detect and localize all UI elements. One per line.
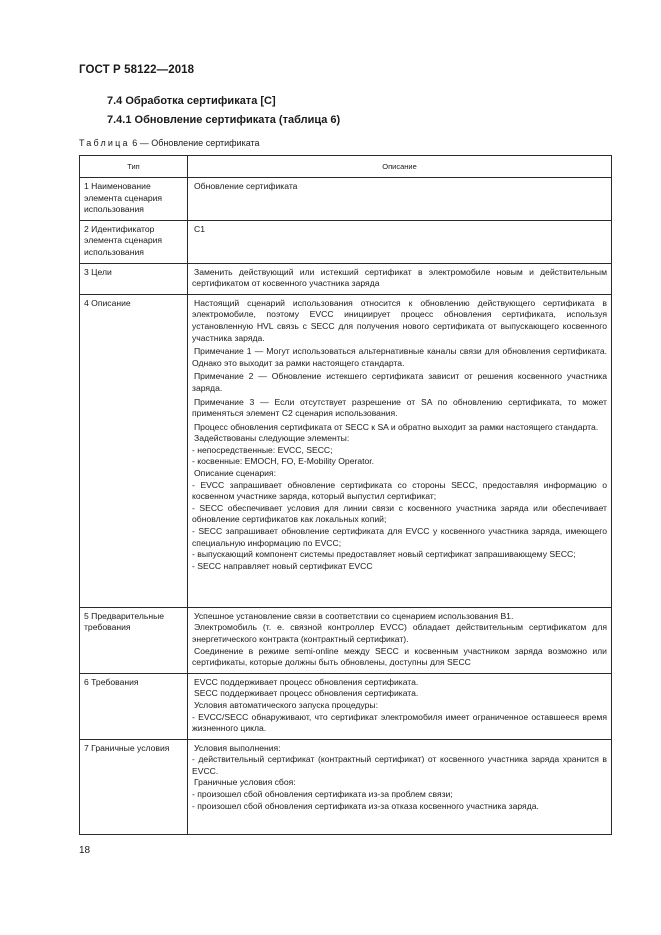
description-line: Обновление сертификата — [194, 181, 298, 191]
table-header-row — [80, 156, 612, 178]
header-description: Описание — [188, 156, 612, 178]
description-line: Примечание 3 — Если отсутствует разрешение от SA по обновлению сертификата, то может применяться элемент C2 сценария использования. — [192, 396, 607, 419]
row-type-cell: 7 Граничные условия — [80, 739, 188, 834]
description-line: Настоящий сценарий использования относится к обновлению действующего сертификата в электромобиле, поэтому EVCC инициирует процесс обновления сертификата, используя установленную HVL связь с SECC для получения нового сертификата от выпускающего косвенного участника заряда. — [192, 297, 607, 343]
description-line: Примечание 1 — Могут использоваться альтернативные каналы связи для обновления сертификата. Однако это выходит за рамки настоящего стандарта. — [192, 346, 607, 368]
description-line: Заменить действующий или истекший сертификат в электромобиле новым и действительным сертификатом от косвенного участника заряда — [192, 266, 607, 289]
description-line: Соединение в режиме semi-online между SECC и косвенным участником заряда возможно или сертификаты, которые должны быть обновлены, доступны для SECC — [192, 645, 607, 668]
row-description-cell — [188, 263, 612, 294]
description-line: Задействованы следующие элементы: — [194, 433, 350, 444]
table-caption — [79, 138, 260, 148]
document-header: ГОСТ Р 58122—2018 — [79, 64, 195, 76]
table-row — [80, 673, 612, 739]
header-type: Тип — [80, 156, 188, 178]
description-line: Условия автоматического запуска процедуры: — [194, 699, 378, 710]
description-line: Процесс обновления сертификата от SECC к SA и обратно выходит за рамки настоящего стандарта. — [194, 421, 599, 432]
description-line: Успешное установление связи в соответствии со сценарием использования B1. — [194, 610, 514, 621]
description-line: - SECC обеспечивает условия для линии связи с косвенного участника заряда или обеспечивает обновление сертификатов как локальных копий; — [192, 502, 607, 525]
description-line: - произошел сбой обновления сертификата из-за отказа косвенного участника заряда. — [192, 800, 539, 811]
row-type-cell: 1 Наименование элемента сценария использования — [80, 178, 188, 221]
row-type-cell: 3 Цели — [80, 263, 188, 294]
description-line: - EVCC/SECC обнаруживают, что сертификат электромобиля имеет ограниченное оставшееся время жизненного цикла. — [192, 711, 607, 734]
row-description-cell — [188, 294, 612, 607]
row-type-cell: 2 Идентификатор элемента сценария использования — [80, 220, 188, 263]
row-description-cell — [188, 220, 612, 263]
description-line: Описание сценария: — [194, 468, 276, 479]
description-line: Граничные условия сбоя: — [194, 777, 296, 788]
table-body — [80, 178, 612, 835]
row-type-cell: 5 Предварительные требования — [80, 607, 188, 673]
description-line: - SECC запрашивает обновление сертификата для EVCC у косвенного участника заряда, имеющего специальную информацию по EVCC; — [192, 526, 607, 548]
table-row — [80, 739, 612, 834]
description-line: EVCC поддерживает процесс обновления сертификата. — [194, 676, 419, 687]
description-line: - произошел сбой обновления сертификата из-за проблем связи; — [192, 789, 453, 800]
description-line: - EVCC запрашивает обновление сертификата со стороны SECC, предоставляя информацию о косвенном участнике заряда, который выпустил сертификат; — [192, 479, 607, 502]
subsection-title: 7.4.1 Обновление сертификата (таблица 6) — [107, 114, 341, 126]
description-line: - выпускающий компонент системы предоставляет новый сертификат запрашивающему SECC; — [192, 549, 576, 560]
section-title: 7.4 Обработка сертификата [С] — [107, 95, 276, 107]
description-line: C1 — [194, 223, 205, 234]
table-row — [80, 263, 612, 294]
description-line: Условия выполнения: — [194, 742, 281, 753]
table-row — [80, 607, 612, 673]
spec-table — [79, 155, 612, 835]
description-line: - непосредственные: EVCC, SECC; — [192, 444, 333, 455]
description-line: Электромобиль (т. е. связной контроллер EVCC) обладает действительным сертификатом для энергетического контракта (контрактный сертификат). — [192, 622, 607, 644]
table-row — [80, 294, 612, 607]
row-description-cell — [188, 607, 612, 673]
description-line: Примечание 2 — Обновление истекшего сертификата зависит от решения косвенного участника заряда. — [192, 371, 607, 393]
table-caption-label: Таблица — [79, 138, 130, 148]
table-caption-text: 6 — Обновление сертификата — [132, 138, 260, 148]
table-row — [80, 178, 612, 221]
row-description-cell — [188, 178, 612, 221]
description-line: - косвенные: EMOCH, FO, E-Mobility Operator. — [192, 456, 375, 467]
description-line: - действительный сертификат (контрактный сертификат) от косвенного участника заряда хранится в EVCC. — [192, 754, 607, 776]
table-row — [80, 220, 612, 263]
description-line: - SECC направляет новый сертификат EVCC — [192, 560, 373, 571]
page-number: 18 — [79, 845, 91, 856]
row-description-cell — [188, 739, 612, 834]
row-type-cell: 6 Требования — [80, 673, 188, 739]
row-type-cell: 4 Описание — [80, 294, 188, 607]
row-description-cell — [188, 673, 612, 739]
description-line: SECC поддерживает процесс обновления сертификата. — [194, 688, 419, 699]
